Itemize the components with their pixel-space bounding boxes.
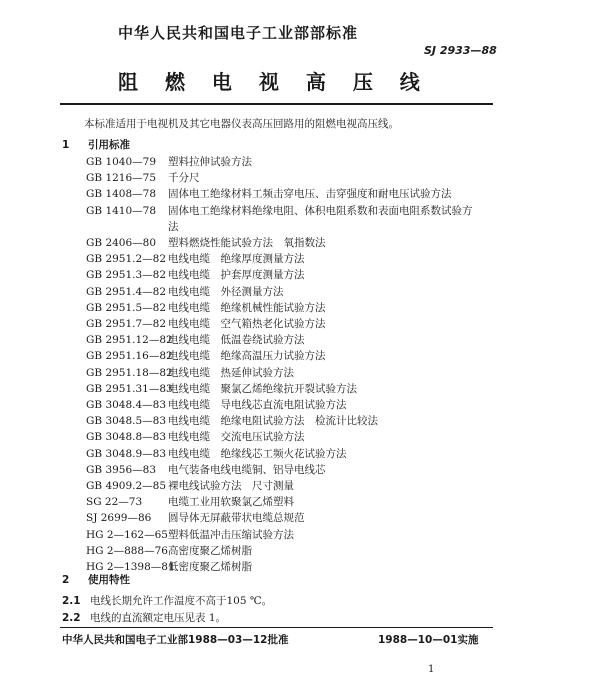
reference-item	[86, 478, 294, 493]
reference-code: SJ 2699—86	[86, 512, 152, 525]
header-divider	[60, 103, 493, 105]
reference-code: GB 3048.8—83	[86, 431, 167, 444]
reference-title: 固体电工绝缘材料绝缘电阻、体积电阻系数和表面电阻系数试验方	[168, 204, 473, 217]
reference-code: HG 2—888—76	[86, 544, 168, 557]
reference-item	[86, 219, 179, 234]
reference-title: 电线电缆 绝缘电阻试验方法 检流计比较法	[168, 415, 378, 428]
reference-code: GB 3956—83	[86, 463, 157, 476]
section-1-title: 引用标准	[88, 139, 130, 151]
reference-item	[86, 186, 452, 201]
reference-code: GB 2951.12—82	[86, 334, 173, 347]
effective-date: 1988—10—01实施	[378, 634, 479, 646]
section-2-number: 2	[62, 574, 70, 586]
reference-item	[86, 203, 473, 218]
reference-code: GB 3048.5—83	[86, 415, 167, 428]
reference-title: 电线电缆 交流电压试验方法	[168, 431, 305, 444]
reference-item	[86, 300, 326, 315]
reference-code: GB 2951.4—82	[86, 285, 167, 298]
reference-item	[86, 413, 378, 428]
reference-item	[86, 381, 357, 396]
reference-code: GB 3048.9—83	[86, 447, 167, 460]
reference-code: GB 2951.31—83	[86, 382, 173, 395]
reference-code: GB 2951.7—82	[86, 318, 167, 330]
reference-item	[86, 365, 294, 380]
reference-code: GB 1410—78	[86, 204, 157, 217]
clause-text: 电线的直流额定电压见表 1。	[90, 612, 227, 624]
clause-number: 2.2	[62, 612, 81, 624]
reference-item	[86, 316, 326, 331]
reference-title: 低密度聚乙烯树脂	[168, 561, 252, 573]
reference-item	[86, 251, 305, 266]
reference-title: 电线电缆 聚氯乙烯绝缘抗开裂试验方法	[168, 382, 357, 395]
reference-title: 电缆工业用软聚氯乙烯塑料	[168, 496, 294, 509]
clause-text: 电线长期允许工作温度不高于105 ℃。	[90, 595, 273, 607]
reference-item	[86, 348, 326, 363]
reference-code: GB 2951.18—82	[86, 366, 173, 379]
reference-item	[86, 170, 200, 185]
reference-code: HG 2—162—65	[86, 528, 168, 541]
reference-code: GB 2951.2—82	[86, 253, 167, 266]
reference-code: GB 3048.4—83	[86, 399, 167, 411]
section-1-heading	[62, 137, 130, 152]
reference-item	[86, 284, 284, 299]
reference-title: 塑料低温冲击压缩试验方法	[168, 528, 294, 541]
reference-title: 圆导体无屏蔽带状电缆总规范	[168, 512, 305, 525]
approval-note: 中华人民共和国电子工业部1988—03—12批准	[62, 634, 289, 646]
reference-title: 电线电缆 外径测量方法	[168, 285, 284, 298]
reference-title: 电线电缆 绝缘厚度测量方法	[168, 253, 305, 266]
document-title: 阻 燃 电 视 高 压 线	[118, 70, 430, 94]
reference-code: GB 2406—80	[86, 237, 157, 249]
reference-code: GB 2951.3—82	[86, 269, 167, 282]
reference-item	[86, 543, 252, 558]
reference-code: GB 1040—79	[86, 156, 157, 168]
reference-title: 电线电缆 护套厚度测量方法	[168, 269, 305, 282]
reference-item	[86, 527, 294, 542]
reference-title: 电线电缆 低温卷绕试验方法	[168, 334, 305, 347]
reference-title: 电线电缆 热延伸试验方法	[168, 366, 294, 379]
intro-paragraph: 本标准适用于电视机及其它电器仪表高压回路用的阻燃电视高压线。	[84, 118, 399, 130]
reference-item	[86, 397, 347, 412]
reference-item	[86, 462, 326, 477]
reference-title: 高密度聚乙烯树脂	[168, 544, 252, 557]
reference-title: 固体电工绝缘材料工频击穿电压、击穿强度和耐电压试验方法	[168, 188, 452, 201]
reference-code: GB 1216—75	[86, 172, 157, 185]
reference-item	[86, 446, 347, 461]
reference-item	[86, 332, 305, 347]
ministry-header: 中华人民共和国电子工业部部标准	[118, 24, 359, 42]
reference-item	[86, 267, 305, 282]
reference-code: SG 22—73	[86, 496, 143, 509]
reference-title: 塑料拉伸试验方法	[168, 156, 252, 168]
reference-title: 电线电缆 绝缘高温压力试验方法	[168, 350, 326, 363]
reference-code: HG 2—1398—81	[86, 561, 175, 573]
reference-item	[86, 494, 294, 509]
reference-code: GB 1408—78	[86, 188, 157, 201]
reference-item	[86, 510, 305, 525]
clause-2-2	[62, 610, 226, 625]
section-2-title: 使用特性	[88, 574, 130, 586]
reference-title: 电气装备电线电缆铜、铝导电线芯	[168, 463, 326, 476]
section-2-heading	[62, 572, 130, 587]
clause-number: 2.1	[62, 595, 81, 607]
section-1-number: 1	[62, 139, 70, 151]
footer-divider	[60, 627, 493, 628]
standard-code: SJ 2933—88	[424, 44, 497, 57]
reference-title: 电线电缆 导电线芯直流电阻试验方法	[168, 399, 347, 411]
clause-2-1	[62, 593, 272, 608]
reference-title: 裸电线试验方法 尺寸测量	[168, 480, 294, 492]
reference-title: 电线电缆 绝缘机械性能试验方法	[168, 301, 326, 314]
reference-item	[86, 154, 252, 169]
page-number: 1	[428, 664, 435, 675]
reference-title: 法	[168, 220, 179, 233]
reference-item	[86, 235, 326, 250]
reference-code: GB 2951.5—82	[86, 301, 167, 314]
reference-code: GB 2951.16—82	[86, 350, 173, 363]
reference-title: 塑料燃烧性能试验方法 氧指数法	[168, 237, 326, 249]
reference-title: 电线电缆 绝缘线芯工频火花试验方法	[168, 447, 347, 460]
reference-title: 千分尺	[168, 172, 200, 185]
reference-code: GB 4909.2—85	[86, 480, 167, 492]
reference-item	[86, 429, 305, 444]
reference-title: 电线电缆 空气箱热老化试验方法	[168, 318, 326, 330]
